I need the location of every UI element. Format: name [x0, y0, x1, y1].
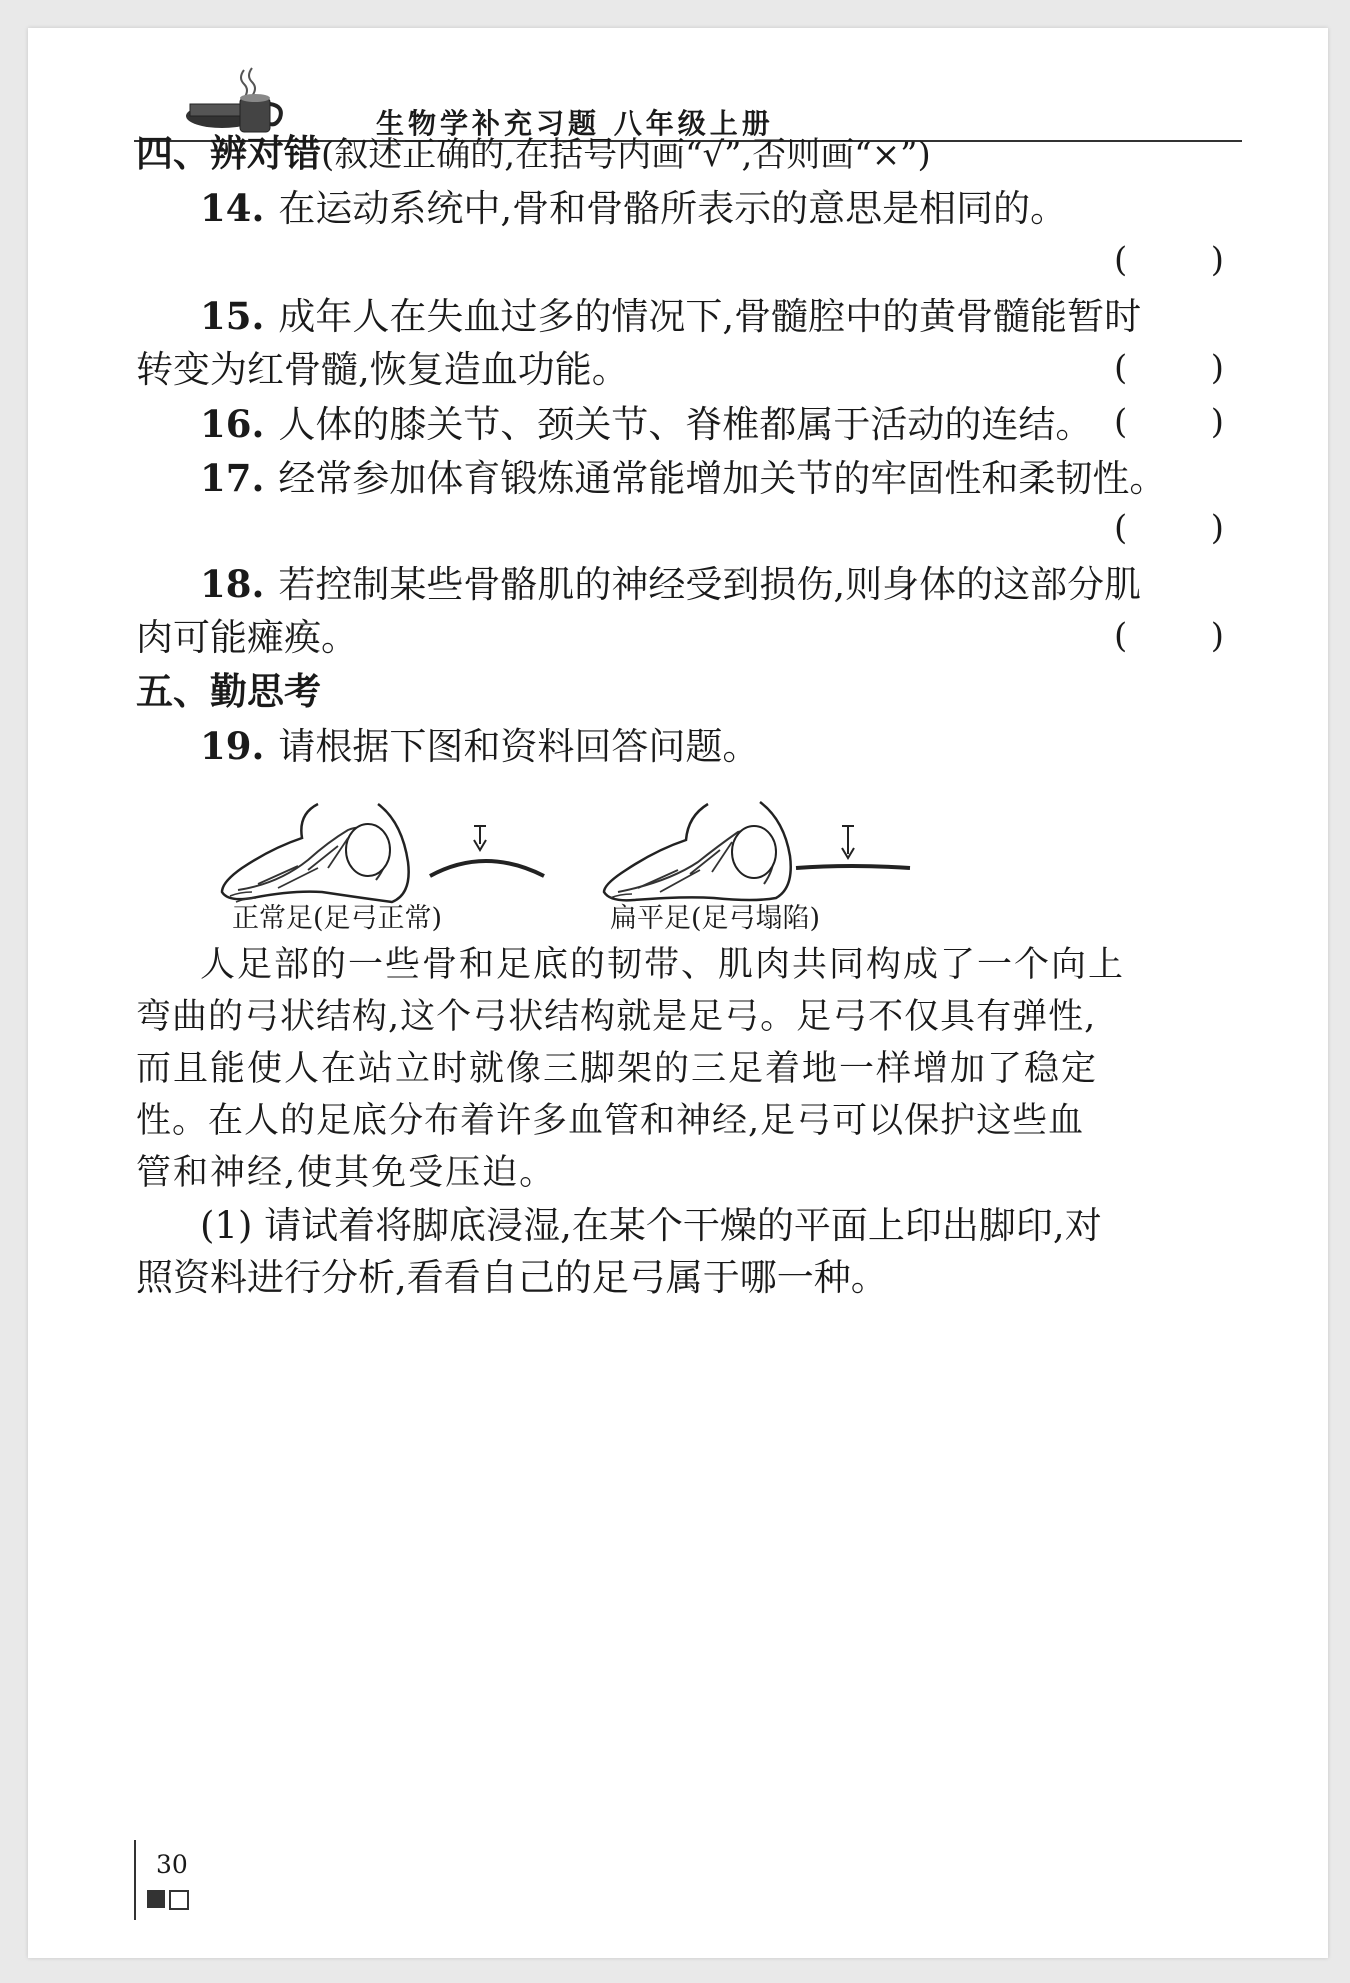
open-paren: ( — [1114, 402, 1128, 442]
question-14 — [200, 186, 1067, 231]
question-18-continued: 肉可能瘫痪。 — [136, 616, 358, 659]
caption-normal-foot: 正常足(足弓正常) — [232, 903, 443, 934]
close-paren: ) — [1210, 348, 1224, 388]
open-paren: ( — [1114, 240, 1128, 280]
normal-arch-diagram — [422, 822, 552, 886]
question-17 — [200, 456, 1166, 501]
caption-flat-foot: 扁平足(足弓塌陷) — [610, 903, 821, 934]
close-paren: ) — [1210, 508, 1224, 548]
close-paren: ) — [1210, 240, 1224, 280]
open-paren: ( — [1114, 348, 1128, 388]
filled-square-icon — [147, 1890, 165, 1908]
question-number: 19. — [200, 724, 265, 768]
answer-blank-14[interactable] — [1114, 240, 1224, 280]
answer-blank-15[interactable] — [1114, 348, 1224, 388]
footer-divider — [134, 1840, 136, 1920]
close-paren: ) — [1210, 616, 1224, 656]
answer-blank-16[interactable] — [1114, 402, 1224, 442]
flat-arch-diagram — [788, 822, 918, 886]
open-paren: ( — [1114, 616, 1128, 656]
question-number: 14. — [200, 186, 265, 230]
sub-question-1: (1) 请试着将脚底浸湿,在某个干燥的平面上印出脚印,对 — [200, 1204, 1102, 1247]
question-text: 经常参加体育锻炼通常能增加关节的牢固性和柔韧性。 — [278, 457, 1167, 500]
answer-blank-18[interactable] — [1114, 616, 1224, 656]
question-16 — [200, 402, 1092, 447]
books-cup-icon — [182, 64, 290, 138]
question-text: 请根据下图和资料回答问题。 — [278, 725, 760, 768]
header — [134, 58, 1242, 142]
question-text: 成年人在失血过多的情况下,骨髓腔中的黄骨髓能暂时 — [278, 295, 1142, 338]
question-18 — [200, 562, 1141, 607]
passage-line: 管和神经,使其免受压迫。 — [136, 1153, 557, 1193]
question-text: 在运动系统中,骨和骨骼所表示的意思是相同的。 — [278, 187, 1068, 230]
empty-square-icon — [169, 1890, 189, 1910]
section-4-heading-row — [136, 132, 931, 176]
question-15-continued: 转变为红骨髓,恢复造血功能。 — [136, 348, 629, 391]
passage-line: 弯曲的弓状结构,这个弓状结构就是足弓。足弓不仅具有弹性, — [136, 997, 1097, 1037]
page-number: 30 — [156, 1850, 188, 1879]
question-text: 若控制某些骨骼肌的神经受到损伤,则身体的这部分肌 — [278, 563, 1142, 606]
page — [28, 28, 1328, 1958]
question-number: 16. — [200, 402, 265, 446]
section-4-heading: 四、辨对错 — [136, 132, 321, 175]
open-paren: ( — [1114, 508, 1128, 548]
question-number: 17. — [200, 456, 265, 500]
sub-question-1-continued: 照资料进行分析,看看自己的足弓属于哪一种。 — [136, 1256, 888, 1299]
section-5-heading: 五、勤思考 — [136, 670, 321, 713]
book-title: 生物学补充习题 八年级上册 — [376, 107, 774, 140]
question-text: 人体的膝关节、颈关节、脊椎都属于活动的连结。 — [278, 403, 1093, 446]
section-4-instruction: (叙述正确的,在括号内画“√”,否则画“×”) — [321, 135, 931, 175]
question-15 — [200, 294, 1141, 339]
close-paren: ) — [1210, 402, 1224, 442]
passage-line: 人足部的一些骨和足底的韧带、肌肉共同构成了一个向上 — [200, 945, 1126, 985]
passage-line: 而且能使人在站立时就像三脚架的三足着地一样增加了稳定 — [136, 1049, 1099, 1089]
question-19 — [200, 724, 759, 769]
question-number: 15. — [200, 294, 265, 338]
answer-blank-17[interactable] — [1114, 508, 1224, 548]
question-number: 18. — [200, 562, 265, 606]
passage-line: 性。在人的足底分布着许多血管和神经,足弓可以保护这些血 — [136, 1101, 1085, 1141]
